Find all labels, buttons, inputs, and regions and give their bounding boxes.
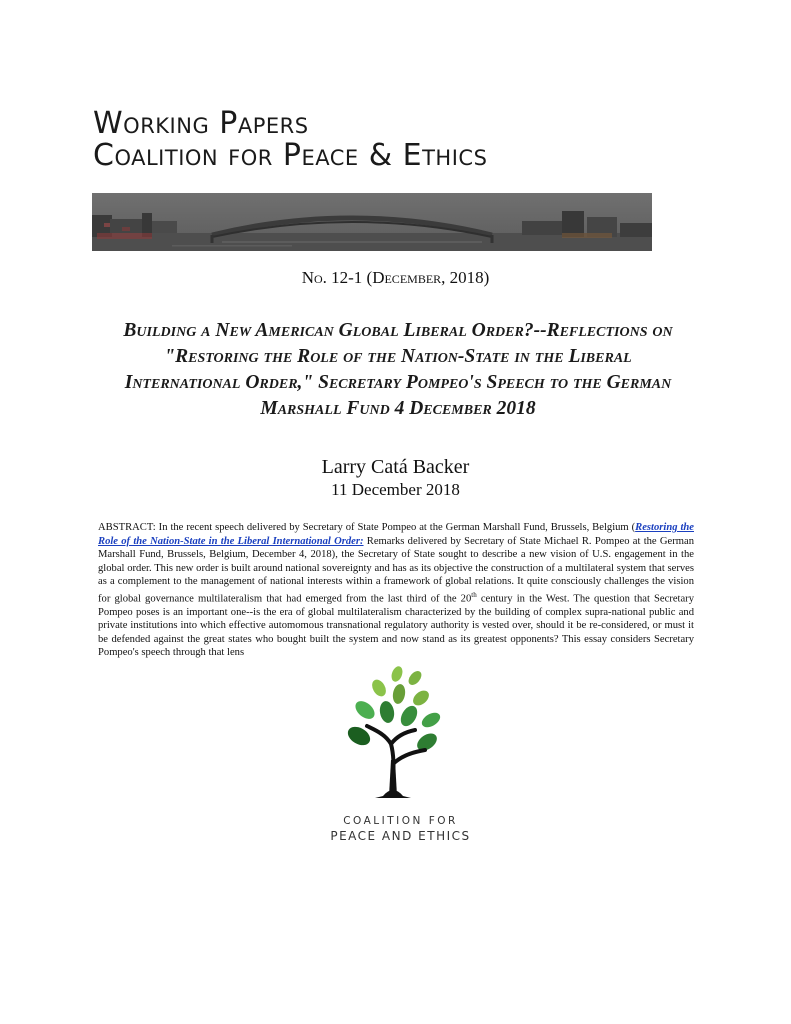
author-name: Larry Catá Backer [321, 456, 470, 478]
paper-title-line3: International Order," Secretary Pompeo's Speech to the German [124, 372, 672, 393]
paper-title-line2: "Restoring the Role of the Nation-State in the Liberal [164, 346, 632, 367]
speech-link[interactable]: Restoring the Role of the Nation-State in the Liberal International Order: [98, 522, 694, 547]
issue-number: No. 12-1 (December, 2018) [301, 268, 490, 287]
paper-title-line4: Marshall Fund 4 December 2018 [260, 398, 536, 419]
ordinal-suffix: th [471, 590, 477, 599]
abstract-label: ABSTRACT: [98, 522, 156, 533]
series-title [93, 108, 693, 172]
bridge-banner-image [92, 193, 652, 251]
paper-title [98, 318, 698, 422]
series-title-line1: Working Papers [93, 106, 309, 141]
org-name-line1: COALITION FOR [343, 815, 458, 827]
publication-date: 11 December 2018 [331, 480, 460, 499]
abstract-text-part2: Remarks delivered by Secretary of State Michael R. Pompeo at the German Marshall Fund, Brussels, Belgium, December 4, 2018), the Secretary of State sought to describe a new vision of U.S. engagement in the global order. This new order is built around national sovereignty and has as its objective the construction of a multilateral system that serves as a complement to the management of national interests within a framework of global relations. It quite consciously challenges the vision for global governance multilateralism that had emerged from the last third of the 20 [98, 535, 694, 605]
abstract-text-part1: In the recent speech delivered by Secretary of State Pompeo at the German Marshall Fund, Brussels, Belgium ( [155, 522, 636, 533]
bridge-photo-icon [92, 193, 652, 251]
series-title-line2: Coalition for Peace & Ethics [93, 138, 488, 173]
org-name-line2: PEACE AND ETHICS [330, 829, 471, 843]
abstract [98, 521, 694, 660]
paper-title-line1: Building a New American Global Liberal Order?--Reflections on [123, 320, 673, 341]
abstract-text-part3: century in the West. The question that Secretary Pompeo poses is an important one--is the era of global multilateralism characterized by the building of complex supra-national public and private institutions into which effective automomous transnational regulatory authority is vested over, should it be re-considered, or must it be defended against the great states who bought built the system and now stand as its greatest opponents? This essay considers Secretary Pompeo's speech through that lens [98, 593, 694, 659]
tree-icon [335, 664, 455, 804]
